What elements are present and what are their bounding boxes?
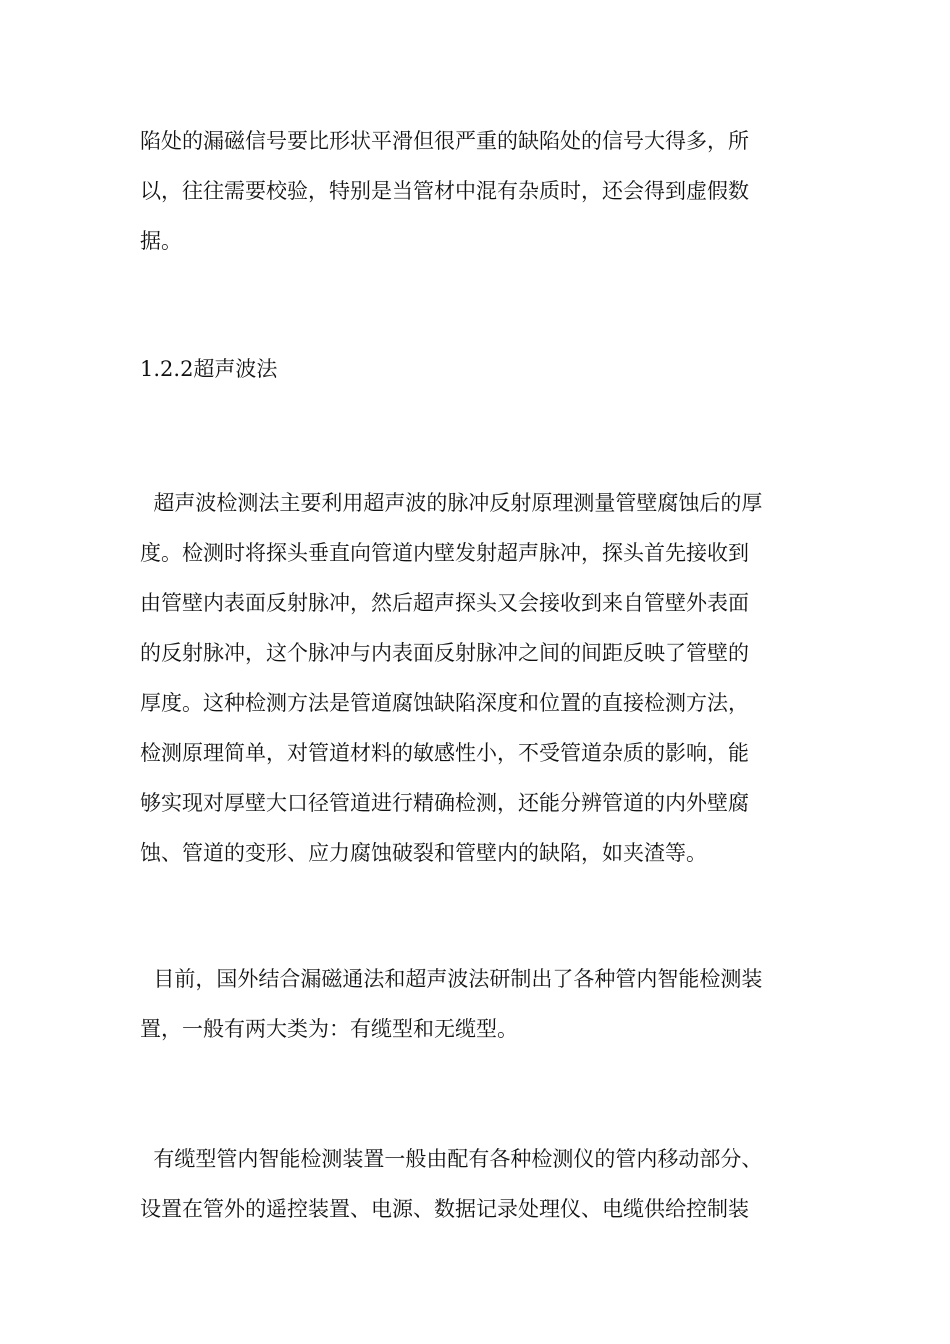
- text-line: 厚度。这种检测方法是管道腐蚀缺陷深度和位置的直接检测方法，: [140, 691, 749, 715]
- paragraph-cabled-device: [140, 1134, 812, 1234]
- text-line: 据。: [140, 229, 182, 253]
- section-heading-text: 1.2.2超声波法: [140, 357, 278, 381]
- text-line: 目前，国外结合漏磁通法和超声波法研制出了各种管内智能检测装: [140, 967, 763, 991]
- text-line: 由管壁内表面反射脉冲，然后超声探头又会接收到来自管壁外表面: [140, 591, 749, 615]
- text-line: 超声波检测法主要利用超声波的脉冲反射原理测量管壁腐蚀后的厚: [140, 491, 763, 515]
- text-line: 以，往往需要校验，特别是当管材中混有杂质时，还会得到虚假数: [140, 179, 749, 203]
- text-line: 陷处的漏磁信号要比形状平滑但很严重的缺陷处的信号大得多，所: [140, 129, 749, 153]
- text-line: 检测原理简单，对管道材料的敏感性小，不受管道杂质的影响，能: [140, 741, 749, 765]
- text-line: 度。检测时将探头垂直向管道内壁发射超声脉冲，探头首先接收到: [140, 541, 749, 565]
- text-line: 置，一般有两大类为：有缆型和无缆型。: [140, 1017, 518, 1041]
- text-line: 有缆型管内智能检测装置一般由配有各种检测仪的管内移动部分、: [140, 1147, 763, 1171]
- text-line: 的反射脉冲，这个脉冲与内表面反射脉冲之间的间距反映了管壁的: [140, 641, 749, 665]
- paragraph-leak-signal: [140, 116, 812, 266]
- text-line: 设置在管外的遥控装置、电源、数据记录处理仪、电缆供给控制装: [140, 1197, 749, 1221]
- paragraph-ultrasonic-method: [140, 478, 812, 878]
- section-heading: [140, 344, 812, 394]
- text-line: 蚀、管道的变形、应力腐蚀破裂和管壁内的缺陷，如夹渣等。: [140, 841, 707, 865]
- paragraph-inspection-devices: [140, 954, 812, 1054]
- text-line: 够实现对厚壁大口径管道进行精确检测，还能分辨管道的内外壁腐: [140, 791, 749, 815]
